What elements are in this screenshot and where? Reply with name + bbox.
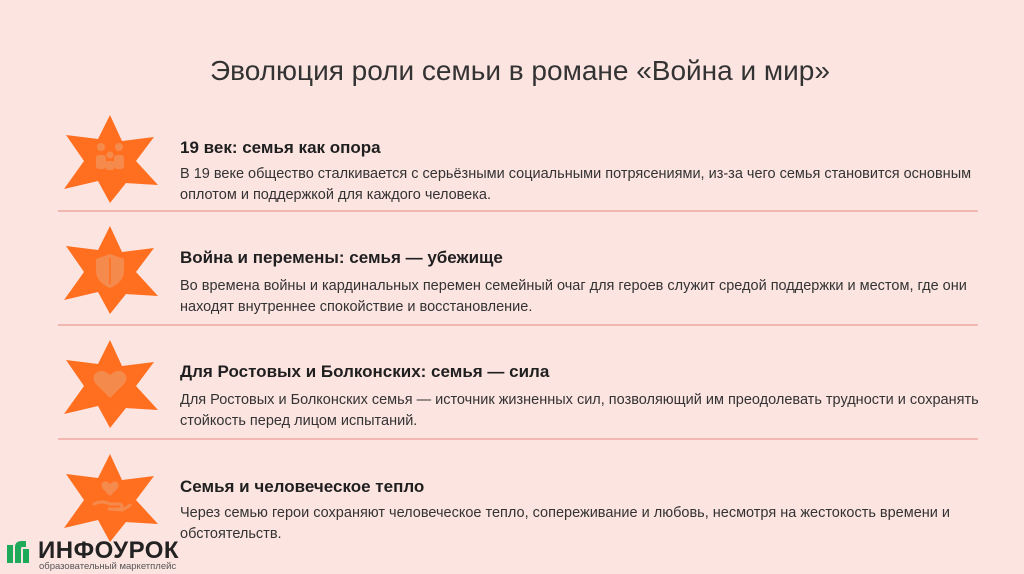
divider	[58, 324, 978, 326]
item-text: Через семью герои сохраняют человеческое тепло, сопереживание и любовь, несмотря на жестокость времени и обстоятельств.	[180, 505, 951, 542]
item-title: Для Ростовых и Болконских: семья — сила	[180, 362, 550, 381]
item-text: В 19 веке общество сталкивается с серьёзными социальными потрясениями, из-за чего семья становится основным оплотом и поддержкой для каждого человека.	[180, 166, 972, 203]
item-text: Во времена войны и кардинальных перемен семейный очаг для героев служит средой поддержки и местом, где они находят внутреннее спокойствие и восстановление.	[180, 278, 967, 315]
item-title: 19 век: семья как опора	[180, 138, 381, 157]
hand-heart-icon	[58, 452, 162, 544]
divider	[58, 210, 978, 212]
item-title: Война и перемены: семья — убежище	[180, 248, 503, 267]
logo-mark-icon	[6, 539, 34, 565]
divider	[58, 438, 978, 440]
shield-icon	[58, 224, 162, 316]
infourok-logo[interactable]	[6, 536, 246, 574]
page-title: Эволюция роли семьи в романе «Война и мир»	[210, 55, 830, 86]
item-text: Для Ростовых и Болконских семья — источник жизненных сил, позволяющий им преодолевать трудности и сохранять стойкость перед лицом испытаний.	[180, 392, 979, 429]
family-icon	[58, 113, 162, 205]
item-title: Семья и человеческое тепло	[180, 477, 425, 496]
logo-name: ИНФОУРОК	[38, 537, 180, 564]
logo-tagline: образовательный маркетплейс	[39, 561, 177, 572]
heart-icon	[58, 338, 162, 430]
